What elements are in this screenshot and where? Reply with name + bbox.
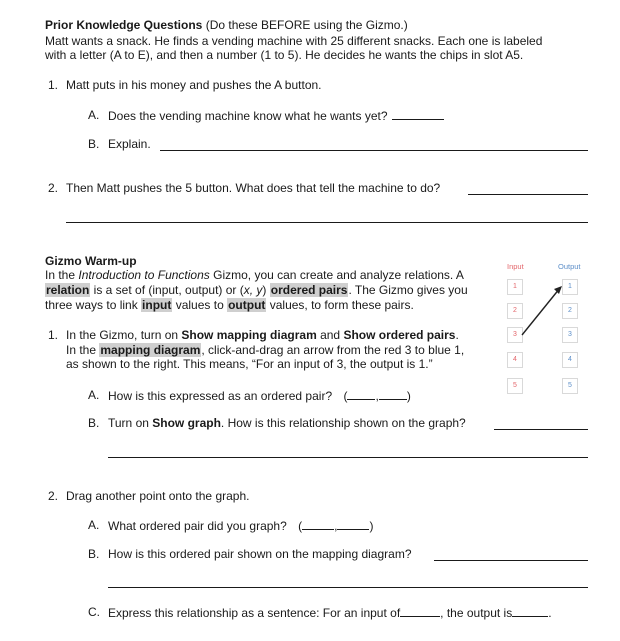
warmup-q2b-text: How is this ordered pair shown on the mapping diagram? bbox=[108, 547, 412, 561]
warmup-q2c-output-blank[interactable] bbox=[512, 605, 548, 617]
warmup-q1b-answer-line-1[interactable] bbox=[494, 429, 588, 430]
warmup-q1a-paren-open: ( bbox=[343, 389, 348, 403]
warmup-q1a-text bbox=[108, 388, 411, 403]
warmup-q1-line-2 bbox=[66, 343, 464, 357]
warmup-q2a-text bbox=[108, 518, 373, 533]
mapping-output-1[interactable]: 1 bbox=[562, 279, 578, 295]
term-relation: relation bbox=[46, 283, 90, 297]
mapping-output-5[interactable]: 5 bbox=[562, 378, 578, 394]
warmup-q1a-letter: A. bbox=[88, 388, 100, 402]
term-show-mapping-diagram: Show mapping diagram bbox=[181, 328, 317, 342]
term-output: output bbox=[228, 298, 266, 312]
warmup-q2c-b: , the output is bbox=[440, 606, 513, 620]
term-mapping-diagram: mapping diagram bbox=[100, 343, 201, 357]
warmup-q1a-output-blank[interactable] bbox=[379, 388, 407, 400]
warmup-q2a-letter: A. bbox=[88, 518, 100, 532]
warmup-q1-l2-a: In the bbox=[66, 343, 100, 357]
warmup-q2a-paren-open: ( bbox=[298, 519, 303, 533]
mapping-input-label: Input bbox=[507, 262, 524, 271]
mapping-arrow-line bbox=[522, 288, 560, 335]
warmup-q1a-input-blank[interactable] bbox=[347, 388, 375, 400]
warmup-q1a-comma: , bbox=[375, 389, 379, 403]
term-show-ordered-pairs: Show ordered pairs bbox=[343, 328, 456, 342]
term-input: input bbox=[142, 298, 172, 312]
warmup-q2c-a: Express this relationship as a sentence: For an input of bbox=[108, 606, 401, 620]
term-ordered-pairs: ordered pairs bbox=[270, 283, 348, 297]
term-show-graph: Show graph bbox=[152, 416, 221, 430]
prior-intro-line-1: Matt wants a snack. He finds a vending machine with 25 different snacks. Each one is labeled bbox=[45, 34, 543, 48]
warmup-q2c-c: . bbox=[548, 606, 552, 620]
warmup-p2-xy: x, y bbox=[243, 283, 263, 297]
warmup-q1a-question: How is this expressed as an ordered pair? bbox=[108, 389, 333, 403]
prior-q1a-letter: A. bbox=[88, 108, 100, 122]
mapping-output-label: Output bbox=[558, 262, 581, 271]
mapping-output-2[interactable]: 2 bbox=[562, 303, 578, 319]
mapping-diagram bbox=[500, 258, 600, 408]
mapping-input-5[interactable]: 5 bbox=[507, 378, 523, 394]
warmup-p1-b: Gizmo, you can create and analyze relations. A bbox=[209, 268, 464, 282]
warmup-q2-text: Drag another point onto the graph. bbox=[66, 489, 250, 503]
prior-q1b-text: Explain. bbox=[108, 137, 151, 151]
warmup-q2a-question: What ordered pair did you graph? bbox=[108, 519, 287, 533]
mapping-input-1[interactable]: 1 bbox=[507, 279, 523, 295]
prior-q1-text: Matt puts in his money and pushes the A button. bbox=[66, 78, 322, 92]
warmup-p1-a: In the bbox=[45, 268, 79, 282]
warmup-gizmo-title: Introduction to Functions bbox=[78, 268, 210, 282]
warmup-p2-b: ) bbox=[262, 283, 270, 297]
warmup-q1-l1-e: . bbox=[455, 328, 459, 342]
warmup-para-line-2 bbox=[45, 283, 468, 297]
warmup-q1b-answer-line-2[interactable] bbox=[108, 457, 588, 458]
warmup-q1a-paren-close: ) bbox=[406, 389, 411, 403]
warmup-q2-number: 2. bbox=[48, 489, 59, 503]
prior-q1a-answer-blank[interactable] bbox=[392, 108, 444, 120]
warmup-q1-number: 1. bbox=[48, 328, 59, 342]
warmup-heading: Gizmo Warm-up bbox=[45, 254, 137, 268]
mapping-output-4[interactable]: 4 bbox=[562, 352, 578, 368]
warmup-p3-c: values, to form these pairs. bbox=[266, 298, 414, 312]
warmup-q1-line-1 bbox=[66, 328, 459, 342]
warmup-p2-a: is a set of (input, output) or ( bbox=[90, 283, 244, 297]
warmup-q2a-comma: , bbox=[334, 519, 338, 533]
warmup-q1-l2-c: , click-and-drag an arrow from the red 3 to blue 1, bbox=[201, 343, 465, 357]
prior-q1b-answer-line[interactable] bbox=[160, 150, 588, 151]
warmup-p3-a: three ways to link bbox=[45, 298, 142, 312]
prior-q2-answer-line-1[interactable] bbox=[468, 194, 588, 195]
prior-heading-note: (Do these BEFORE using the Gizmo.) bbox=[202, 18, 408, 32]
warmup-p3-b: values to bbox=[172, 298, 228, 312]
prior-q1-number: 1. bbox=[48, 78, 59, 92]
prior-q1a-question: Does the vending machine know what he wants yet? bbox=[108, 109, 388, 123]
prior-q2-answer-line-2[interactable] bbox=[66, 222, 588, 223]
warmup-q2b-answer-line-2[interactable] bbox=[108, 587, 588, 588]
mapping-input-3[interactable]: 3 bbox=[507, 327, 523, 343]
prior-heading-line bbox=[45, 18, 408, 32]
warmup-q2c-input-blank[interactable] bbox=[400, 605, 440, 617]
warmup-para-line-1 bbox=[45, 268, 464, 282]
prior-intro-line-2: with a letter (A to E), and then a number (1 to 5). He decides he wants the chips in slot A5. bbox=[45, 48, 524, 62]
warmup-q1b-a: Turn on bbox=[108, 416, 153, 430]
warmup-q2a-output-blank[interactable] bbox=[337, 518, 369, 530]
prior-q2-number: 2. bbox=[48, 181, 59, 195]
mapping-output-3[interactable]: 3 bbox=[562, 327, 578, 343]
warmup-q1b-letter: B. bbox=[88, 416, 100, 430]
prior-q1a-text bbox=[108, 108, 444, 123]
warmup-q2b-answer-line-1[interactable] bbox=[434, 560, 588, 561]
warmup-q1-l1-a: In the Gizmo, turn on bbox=[66, 328, 182, 342]
mapping-input-4[interactable]: 4 bbox=[507, 352, 523, 368]
warmup-q1-line-3: as shown to the right. This means, “For an input of 3, the output is 1.” bbox=[66, 357, 433, 371]
warmup-q2a-input-blank[interactable] bbox=[302, 518, 334, 530]
prior-q1b-letter: B. bbox=[88, 137, 100, 151]
warmup-q2b-letter: B. bbox=[88, 547, 100, 561]
warmup-q1b-text bbox=[108, 416, 466, 430]
mapping-input-2[interactable]: 2 bbox=[507, 303, 523, 319]
prior-heading: Prior Knowledge Questions bbox=[45, 18, 203, 32]
warmup-para-line-3 bbox=[45, 298, 414, 312]
prior-q2-text: Then Matt pushes the 5 button. What does that tell the machine to do? bbox=[66, 181, 441, 195]
warmup-q2c-text bbox=[108, 605, 552, 620]
warmup-q2a-paren-close: ) bbox=[369, 519, 374, 533]
warmup-q1-l1-c: and bbox=[316, 328, 344, 342]
warmup-q1b-c: . How is this relationship shown on the graph? bbox=[220, 416, 466, 430]
mapping-arrowhead bbox=[554, 286, 562, 294]
warmup-p2-c: . The Gizmo gives you bbox=[348, 283, 468, 297]
mapping-arrow[interactable] bbox=[500, 258, 600, 408]
warmup-q2c-letter: C. bbox=[88, 605, 100, 619]
